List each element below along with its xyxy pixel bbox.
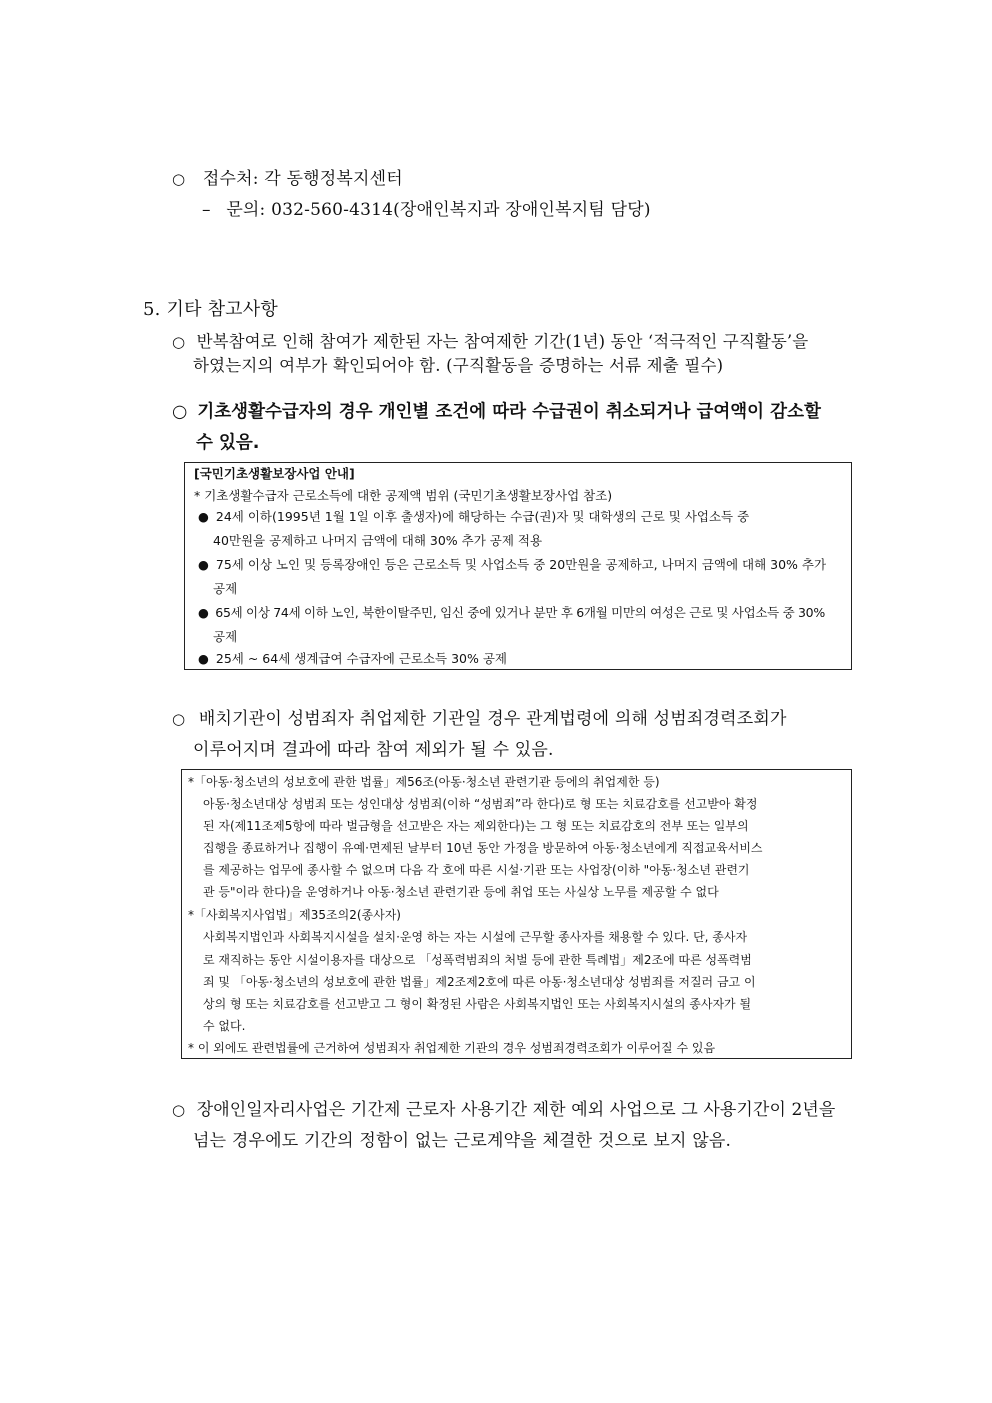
- note-item-1: [172, 328, 808, 352]
- law2-line: 상의 형 또는 치료감호를 선고받고 그 형이 확정된 사람은 사회복지법인 또는 사회복지시설의 종사자가 될: [203, 997, 752, 1011]
- dot-bullet: ●: [198, 557, 209, 572]
- circle-bullet: ○: [172, 402, 188, 422]
- dot-bullet: ●: [198, 651, 209, 666]
- dash-bullet: –: [202, 200, 211, 220]
- list-item-continuation: 40만원을 공제하고 나머지 금액에 대해 30% 추가 공제 적용: [213, 533, 543, 548]
- law1-line: 된 자(제11조제5항에 따라 벌금형을 선고받은 자는 제외한다)는 그 형 또는 치료감호의 전부 또는 일부의: [203, 819, 749, 833]
- note-item-1-line2: 하였는지의 여부가 확인되어야 함. (구직활동을 증명하는 서류 제출 필수): [193, 356, 724, 375]
- circle-bullet: ○: [172, 710, 186, 728]
- list-item-continuation: 공제: [213, 581, 238, 596]
- inquiry-item: [202, 195, 651, 220]
- note-item-4-line2: 넘는 경우에도 기간의 정함이 없는 근로계약을 체결한 것으로 보지 않음.: [193, 1131, 732, 1151]
- law1-line: 를 제공하는 업무에 종사할 수 없으며 다음 각 호에 따른 시설·기관 또는 사업장(이하 "아동·청소년 관련기: [203, 863, 750, 877]
- note-item-3-line1: 배치기관이 성범죄자 취업제한 기관일 경우 관계법령에 의해 성범죄경력조회가: [198, 709, 787, 729]
- law2-line: 로 재직하는 동안 시설이용자를 대상으로 「성폭력범죄의 처벌 등에 관한 특례법」제2조에 따른 성폭력범: [203, 953, 752, 967]
- note-item-3: [172, 704, 787, 729]
- law2-title: *「사회복지사업법」제35조의2(종사자): [188, 908, 401, 922]
- list-item: ● 24세 이하(1995년 1월 1일 이후 출생자)에 해당하는 수급(권)자 및 대학생의 근로 및 사업소득 중: [198, 509, 750, 524]
- list-item: ● 65세 이상 74세 이하 노인, 북한이탈주민, 임신 중에 있거나 분만 후 6개월 미만의 여성은 근로 및 사업소득 중 30%: [198, 605, 825, 620]
- circle-bullet: ○: [172, 333, 186, 351]
- sex-crime-law-box: [181, 769, 852, 1059]
- law2-line: 수 없다.: [203, 1019, 246, 1033]
- note-item-2: [172, 398, 821, 423]
- circle-bullet: ○: [172, 170, 186, 188]
- list-item: ● 25세 ~ 64세 생계급여 수급자에 근로소득 30% 공제: [198, 651, 507, 666]
- law1-line: 관 등"이라 한다)을 운영하거나 아동·청소년 관련기관 등에 취업 또는 사실상 노무를 제공할 수 없다: [203, 885, 719, 899]
- list-item-continuation: 공제: [213, 629, 238, 644]
- inquiry-text: 문의: 032-560-4314(장애인복지과 장애인복지팀 담당): [226, 200, 651, 220]
- note-item-4-line1: 장애인일자리사업은 기간제 근로자 사용기간 제한 예외 사업으로 그 사용기간이 2년을: [196, 1100, 836, 1120]
- basic-livelihood-info-box: [184, 462, 852, 670]
- law2-line: 죄 및 「아동·청소년의 성보호에 관한 법률」제2조제2호에 따른 아동·청소년대상 성범죄를 저질러 금고 이: [203, 975, 756, 989]
- box-title: [국민기초생활보장사업 안내]: [194, 466, 355, 481]
- box-note: * 기초생활수급자 근로소득에 대한 공제액 범위 (국민기초생활보장사업 참조): [194, 488, 613, 503]
- note-item-2-line1: 기초생활수급자의 경우 개인별 조건에 따라 수급권이 취소되거나 급여액이 감소할: [197, 402, 821, 422]
- reception-item: [172, 164, 403, 189]
- box-footer-note: * 이 외에도 관련법률에 근거하여 성범죄자 취업제한 기관의 경우 성범죄경력조회가 이루어질 수 있음: [188, 1041, 716, 1055]
- law2-line: 사회복지법인과 사회복지시설을 설치·운영 하는 자는 시설에 근무할 종사자를 채용할 수 있다. 단, 종사자: [203, 930, 748, 944]
- section-heading: 5. 기타 참고사항: [143, 299, 278, 320]
- note-item-2-line2: 수 있음.: [196, 433, 260, 453]
- circle-bullet: ○: [172, 1101, 186, 1119]
- law1-line: 아동·청소년대상 성범죄 또는 성인대상 성범죄(이하 “성범죄”라 한다)로 형 또는 치료감호를 선고받아 확정: [203, 797, 758, 811]
- reception-text: 접수처: 각 동행정복지센터: [202, 169, 403, 189]
- law1-title: *「아동·청소년의 성보호에 관한 법률」제56조(아동·청소년 관련기관 등에의 취업제한 등): [188, 775, 660, 789]
- note-item-4: [172, 1095, 835, 1120]
- law1-line: 집행을 종료하거나 집행이 유예·면제된 날부터 10년 동안 가정을 방문하여 아동·청소년에게 직접교육서비스: [203, 841, 763, 855]
- note-item-3-line2: 이루어지며 결과에 따라 참여 제외가 될 수 있음.: [193, 740, 554, 760]
- dot-bullet: ●: [198, 605, 209, 620]
- dot-bullet: ●: [198, 509, 209, 524]
- list-item: ● 75세 이상 노인 및 등록장애인 등은 근로소득 및 사업소득 중 20만원을 공제하고, 나머지 금액에 대해 30% 추가: [198, 557, 827, 572]
- note-item-1-line1: 반복참여로 인해 참여가 제한된 자는 참여제한 기간(1년) 동안 ‘적극적인 구직활동’을: [196, 332, 809, 351]
